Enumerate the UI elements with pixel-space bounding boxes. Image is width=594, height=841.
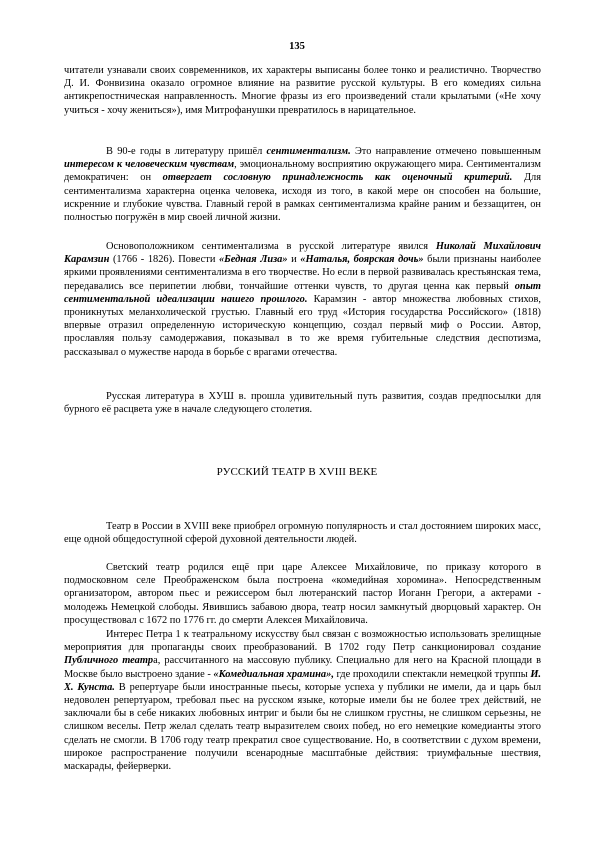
section-heading: РУССКИЙ ТЕАТР В XVIII ВЕКЕ (216, 466, 378, 478)
paragraph-karamzin (64, 240, 541, 359)
body-text: Карамзин - автор множества любовных стихов, проникнутых меланхолической грустью. Главный его труд «История государства Российского» (1818) впервые отразил определенную историческую концепцию, создал первый миф о России. Автор, прославляя пользу самодержавия, показывал в то же время губительные следствия деспотизма, рассказывал о мужестве народа в борьбе с врагами отечества. (64, 293, 541, 358)
emphasis-text: опыт сентиментальной идеализации нашего прошлого. (64, 280, 541, 305)
body-text: Для сентиментализма характерна оценка человека, исходя из того, в какой мере он способен на большие, искренние и глубокие чувства. Главный герой в рамках сентиментализма крайне раним и беззащитен, он полностью погружён в мир своей личной жизни. (64, 172, 542, 224)
body-text: Основоположником сентиментализма в русской литературе явился (106, 241, 436, 252)
body-text: а, рассчитанного на массовую публику. Специально для него на Красной площади в Москве было выстроено здание - (64, 655, 542, 680)
body-text: Интерес Петра 1 к театральному искусству был связан с возможностью использовать зрелищные мероприятия для пропаганды своих преобразований. В 1702 году Петр санкционировал создание (64, 629, 541, 654)
body-text: В репертуаре были иностранные пьесы, которые успеха у публики не имели, да и царь был недоволен репертуаром, требовал пьес на русском языке, которые имели бы не более трех действий, не заключали бы в себе никаких любовных интриг и были бы не слишком грустны, не слишком серьезны, не слишком веселы. Петр желал сделать театр выразителем своих побед, но его немецкие комедианты этого сделать не смогли. В 1706 году театр прекратил свое существование. Но, в соответствии с духом времени, широкое распространение получили всенародные масштабные действия: триумфальные шествия, маскарады, фейерверки. (64, 681, 541, 773)
paragraph-peter-theatre (64, 628, 541, 773)
emphasis-text: И. Х. Кунста. (64, 668, 541, 693)
body-text: Русская литература в ХУШ в. прошла удивительный путь развития, создав предпосылки для бурного её расцвета уже в начале следующего столетия. (64, 391, 541, 416)
paragraph-literature-summary (64, 390, 541, 416)
body-text: В 90-е годы в литературу пришёл (106, 146, 267, 157)
emphasis-text: «Комедиальная храмина», (213, 668, 334, 680)
body-text: были признаны наиболее яркими проявлениями сентиментализма в его творчестве. Но если в первой развивалась крестьянская тема, передавались все перипетии любви, тончайшие оттенки чувств, то другая ценна как первый (64, 254, 541, 292)
body-text: Это направление отмечено повышенным (350, 146, 541, 157)
body-text: и (287, 254, 301, 266)
emphasis-text: «Бедная Лиза» (218, 254, 288, 266)
emphasis-text: отвергает сословную принадлежность как оценочный критерий. (162, 172, 513, 184)
body-text: , эмоциональному восприятию окружающего мира. Сентиментализм демократичен: он (64, 159, 541, 184)
paragraph-sentimentalism (64, 145, 541, 224)
paragraph-fonvizin (64, 64, 541, 117)
emphasis-text: интересом к человеческим чувствам (64, 159, 235, 171)
body-text: читатели узнавали своих современников, их характеры выписаны более тонко и реалистично. Творчество Д. И. Фонвизина оказало огромное влияние на развитие русской культуры. В его комедиях сильна антикрепостническая направленность. Многие фразы из его произведений стали крылатыми («Не хочу учиться - хочу жениться»), имя Митрофанушки превратилось в нарицательное. (64, 65, 541, 116)
body-text: (1766 - 1826). Повести (109, 254, 219, 266)
emphasis-text: Николай Михайлович Карамзин (64, 241, 541, 266)
emphasis-text: «Наталья, боярская дочь» (300, 254, 424, 266)
emphasis-text: Публичного театр (64, 655, 154, 667)
paragraph-theatre-intro (64, 520, 541, 546)
body-text: где проходили спектакли немецкой труппы (333, 668, 531, 680)
page-number: 135 (289, 41, 305, 52)
emphasis-text: сентиментализм. (266, 146, 351, 157)
paragraph-secular-theatre (64, 561, 541, 627)
body-text: Светский театр родился ещё при царе Алексее Михайловиче, по приказу которого в подмосковном селе Преображенском была построена «комедийная хоромина». Непосредственным организатором, автором пьес и режиссером был лютеранский пастор Иоганн Грегори, а актерами - молодежь Немецкой слободы. Явившись забавою двора, театр носил замкнутый дворцовый характер. Он просуществовал с 1672 по 1776 гг. до смерти Алексея Михайловича. (64, 562, 541, 626)
body-text: Театр в России в XVIII веке приобрел огромную популярность и стал достоянием широких масс, еще одной общедоступной сферой духовной деятельности людей. (64, 521, 541, 546)
